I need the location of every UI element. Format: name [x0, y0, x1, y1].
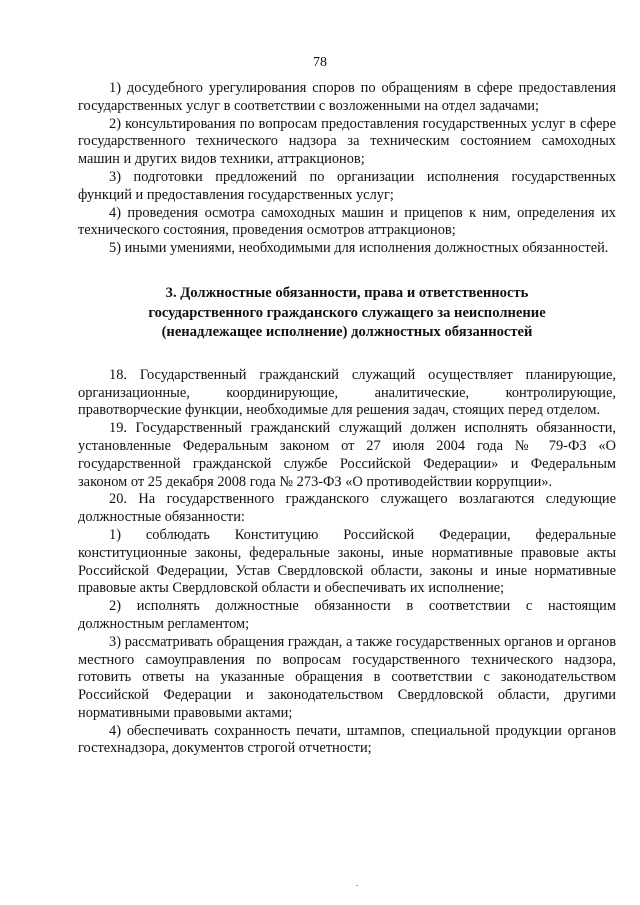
list-item: 3) подготовки предложений по организации исполнения государственных функций и предоставления государственных услуг; [78, 168, 616, 203]
document-body [78, 80, 616, 758]
duty-item: 1) соблюдать Конституцию Российской Федерации, федеральные конституционные законы, федеральные законы, иные нормативные правовые акты Российской Федерации, Устав Свердловской области, законы и иные нормативные правовые акты Свердловской области и обеспечивать их исполнение; [78, 526, 616, 597]
paragraph-19: 19. Государственный гражданский служащий должен исполнять обязанности, установленные Федеральным законом от 27 июля 2004 года № 79-ФЗ «О государственной гражданской службе Российской Федерации» и Федеральным законом от 25 декабря 2008 года № 273-ФЗ «О противодействии коррупции». [78, 420, 616, 490]
section-heading-line: государственного гражданского служащего за неисполнение [148, 304, 546, 321]
duty-item: 3) рассматривать обращения граждан, а также государственных органов и органов местного самоуправления по вопросам государственного технического надзора, готовить ответы на указанные обращения в соответствии с законодательством Российской Федерации и законодательством Свердловской области, другими нормативными правовыми актами; [78, 633, 616, 721]
list-item: 4) проведения осмотра самоходных машин и прицепов к ним, определения их технического состояния, проведения осмотров аттракционов; [78, 204, 616, 239]
scan-speck [356, 885, 358, 886]
duty-item: 4) обеспечивать сохранность печати, штампов, специальной продукции органов гостехнадзора, документов строгой отчетности; [78, 722, 616, 757]
duty-item: 2) исполнять должностные обязанности в соответствии с настоящим должностным регламентом; [78, 598, 616, 632]
paragraph-20: 20. На государственного гражданского служащего возлагаются следующие должностные обязанности: [78, 491, 616, 526]
list-item: 2) консультирования по вопросам предоставления государственных услуг в сфере государственного технического надзора за техническим состоянием самоходных машин и других видов техники, аттракционов; [78, 115, 616, 168]
paragraph-18: 18. Государственный гражданский служащий осуществляет планирующие, организационные, координирующие, аналитические, контролирующие, правотворческие функции, необходимые для решения задач, стоящих перед отделом. [78, 366, 616, 419]
list-item: 1) досудебного урегулирования споров по обращениям в сфере предоставления государственных услуг в соответствии с возложенными на отдел задачами; [78, 80, 616, 114]
section-heading-line: (ненадлежащее исполнение) должностных обязанностей [161, 324, 533, 341]
section-heading-line: 3. Должностные обязанности, права и ответственность [165, 284, 529, 301]
section-heading [78, 284, 616, 343]
page-number: 78 [313, 55, 327, 70]
list-item: 5) иными умениями, необходимыми для исполнения должностных обязанностей. [109, 240, 609, 257]
